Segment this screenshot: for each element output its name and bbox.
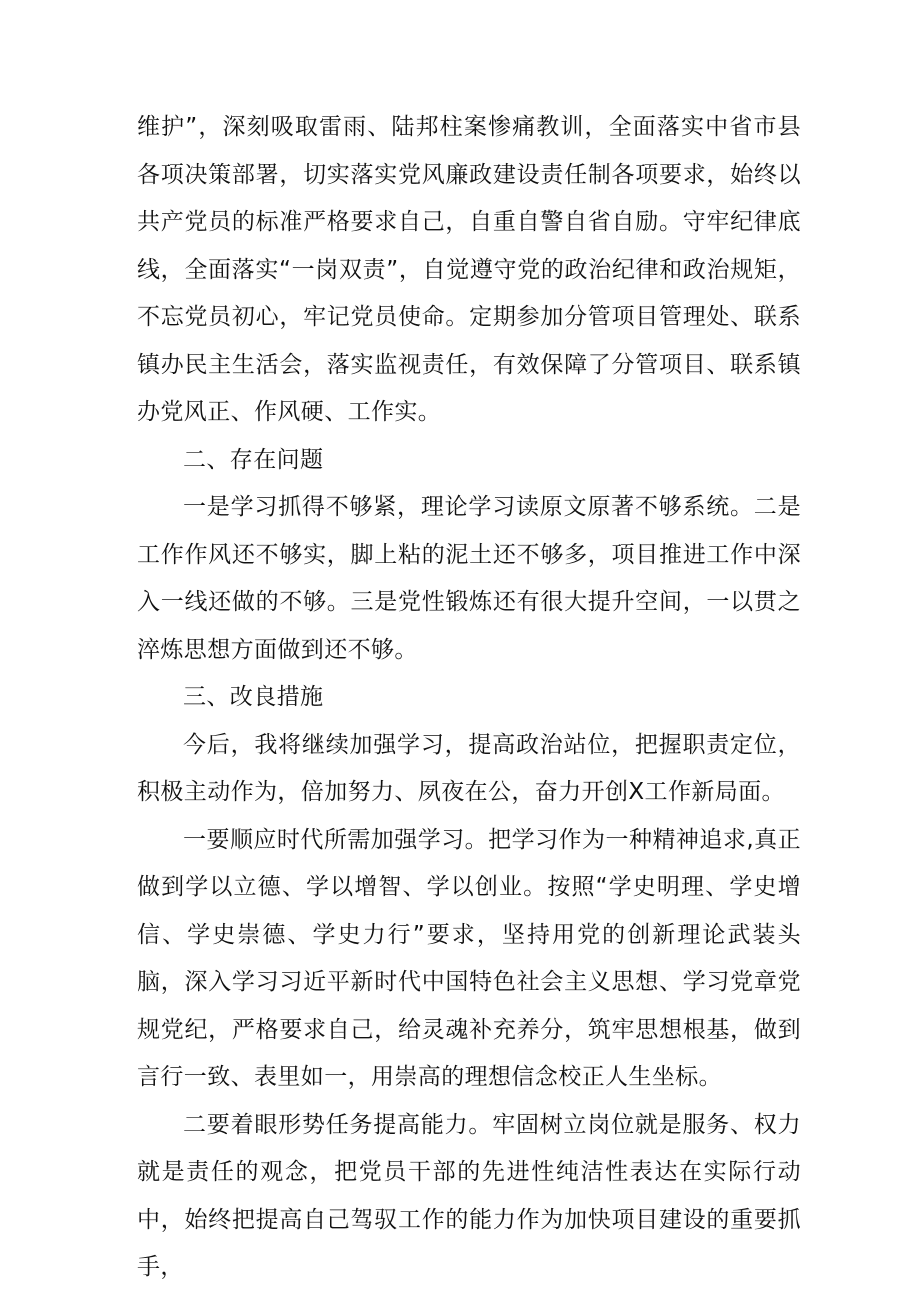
paragraph-measure-ability: 二要着眼形势任务提高能力。牢固树立岗位就是服务、权力就是责任的观念，把党员干部的先进性纯洁性表达在实际行动中，始终把提高自己驾驭工作的能力作为加快项目建设的重要抓手， (137, 1111, 801, 1280)
paragraph-party-conduct-continuation: 维护”，深刻吸取雷雨、陆邦柱案惨痛教训，全面落实中省市县各项决策部署，切实落实党风廉政建设责任制各项要求，始终以共产党员的标准严格要求自己，自重自警自省自励。守牢纪律底线，全面落实“一岗双责”，自觉遵守党的政治纪律和政治规矩，不忘党员初心，牢记党员使命。定期参加分管项目管理处、联系镇办民主生活会，落实监视责任，有效保障了分管项目、联系镇办党风正、作风硬、工作实。 (137, 114, 801, 425)
section-heading-existing-problems: 二、存在问题 (183, 446, 324, 473)
paragraph-problems: 一是学习抓得不够紧，理论学习读原文原著不够系统。二是工作作风还不够实，脚上粘的泥土还不够多，项目推进工作中深入一线还做的不够。三是党性锻炼还有很大提升空间，一以贯之淬炼思想方面做到还不够。 (137, 494, 801, 663)
paragraph-measure-study: 一要顺应时代所需加强学习。把学习作为一种精神追求,真正做到学以立德、学以增智、学以创业。按照“学史明理、学史增信、学史崇德、学史力行”要求，坚持用党的创新理论武装头脑，深入学习习近平新时代中国特色社会主义思想、学习党章党规党纪，严格要求自己，给灵魂补充养分，筑牢思想根基，做到言行一致、表里如一，用崇高的理想信念校正人生坐标。 (137, 826, 801, 1090)
paragraph-measures-intro: 今后，我将继续加强学习，提高政治站位，把握职责定位，积极主动作为，倍加努力、夙夜在公，奋力开创X工作新局面。 (137, 731, 801, 805)
document-page (137, 104, 801, 1292)
section-heading-improvement-measures: 三、改良措施 (183, 684, 324, 710)
